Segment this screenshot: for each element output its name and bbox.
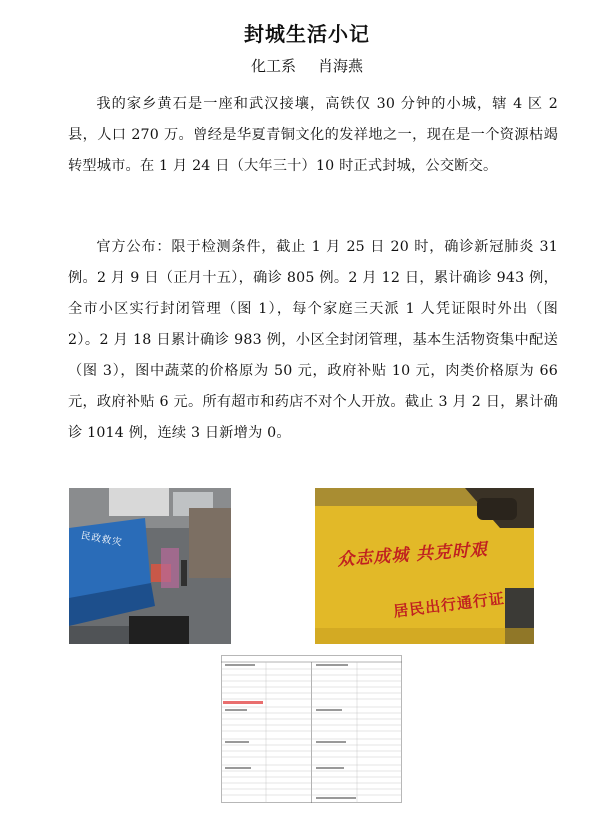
paragraph-official-report: 官方公布：限于检测条件，截止 1 月 25 日 20 时，确诊新冠肺炎 31 例。2 月 9 日（正月十五），确诊 805 例。2 月 12 日，累计确诊 943 例，全市小区实行封闭管理（图 1），每个家庭三天派 1 人凭证限时外出（图 2）。2 月 18 日累计确诊 983 例，小区全封闭管理，基本生活物资集中配送（图 3），图中蔬菜的价格原为 50 元，政府补贴 10 元，肉类价格原为 66 元，政府补贴 6 元。所有超市和药店不对个人开放。截止 3 月 2 日，累计确诊 1014 例，连续 3 日新增为 0。 — [68, 239, 558, 441]
slogan-text: 众志成城 共克时艰 — [336, 539, 489, 571]
page-title: 封城生活小记 — [244, 22, 370, 46]
pass-label: 居民出行通行证 — [392, 589, 506, 621]
figure-1-closure-photo — [69, 488, 231, 644]
figure-3-price-table — [221, 655, 402, 803]
author-line — [0, 55, 614, 76]
tent-label: 民政救灾 — [80, 530, 124, 549]
author-department: 化工系 — [250, 57, 296, 75]
paragraph-intro: 我的家乡黄石是一座和武汉接壤，高铁仅 30 分钟的小城，辖 4 区 2 县，人口 270 万。曾经是华夏青铜文化的发祥地之一，现在是一个资源枯竭转型城市。在 1 月 24 日（大年三十）10 时正式封城，公交断交。 — [68, 96, 558, 174]
author-name: 肖海燕 — [318, 57, 364, 75]
closure-scene-illustration — [69, 488, 231, 644]
price-table-illustration — [221, 655, 402, 803]
figure-2-travel-pass-photo — [315, 488, 534, 644]
